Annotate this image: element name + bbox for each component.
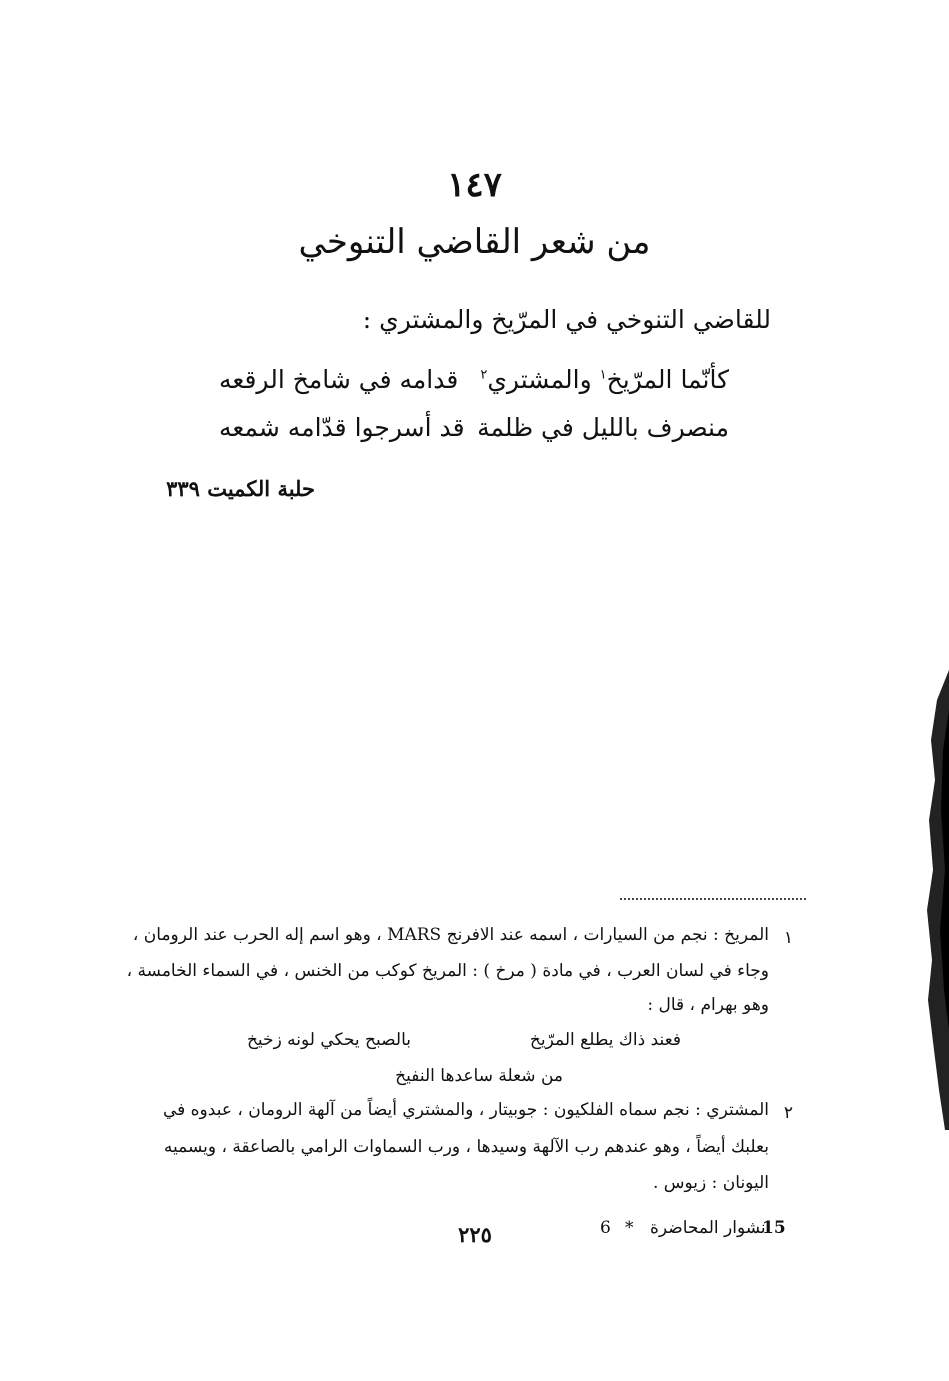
footnote-1-verse-2: من شعلة ساعدها النفيخ [395, 1066, 563, 1086]
verse-1-first-hemistich: كأنّما المرّيخ$^١$ والمشتري$^٢$ [480, 365, 729, 394]
footer-volume: 6 [600, 1218, 611, 1238]
footnote-2-line-1: المشتري : نجم سماه الفلكيون : جوبيتار ، والمشتري أيضاً من آلهة الرومان ، عبدوه في [162, 1100, 769, 1120]
footnote-2-line-2: بعلبك أيضاً ، وهو عندهم رب الآلهة وسيدها ، ورب السماوات الرامي بالصاعقة ، ويسميه [163, 1137, 769, 1157]
footer-star: * [625, 1218, 634, 1238]
poem-verse-1 [219, 365, 729, 394]
footnote-divider [620, 898, 806, 900]
footnote-2-line-3: اليونان : زيوس . [652, 1173, 769, 1193]
footnote-1-line-1: المريخ : نجم من السيارات ، اسمه عند الافرنج MARS ، وهو اسم إله الحرب عند الرومان ، [132, 925, 769, 945]
footnote-1-number: ١ [783, 928, 793, 948]
footnote-marker-2: ٢ [480, 367, 488, 383]
footer-book-title: نشوار المحاضرة [650, 1218, 766, 1238]
footnote-marker-1: ١ [599, 367, 607, 383]
verse-1-second-hemistich: قدامه في شامخ الرقعه [219, 365, 459, 394]
section-heading: من شعر القاضي التنوخي [298, 222, 651, 262]
poem-verse-2 [219, 413, 729, 442]
verse-2-first-hemistich: منصرف بالليل في ظلمة [477, 413, 729, 442]
footnote-2-number: ٢ [783, 1103, 793, 1123]
source-citation: حلبة الكميت ٣٣٩ [166, 476, 315, 501]
page-number: ٢٢٥ [458, 1222, 492, 1247]
footnote-1-verse-1-second: بالصبح يحكي لونه زخيخ [246, 1030, 411, 1050]
footer-signature: 15 [762, 1218, 786, 1238]
intro-line: للقاضي التنوخي في المرّيخ والمشتري : [362, 305, 771, 334]
footnote-1-line-2: وجاء في لسان العرب ، في مادة ( مرخ ) : المريخ كوكب من الخنس ، في السماء الخامسة ، [126, 961, 769, 981]
footnote-1-line-3: وهو بهرام ، قال : [647, 995, 769, 1015]
verse-2-second-hemistich: قد أسرجوا قدّامه شمعه [219, 413, 465, 442]
scan-edge-artifact [919, 670, 949, 1130]
item-number: ١٤٧ [447, 165, 502, 205]
footnote-1-verse-1-first: فعند ذاك يطلع المرّيخ [529, 1030, 681, 1050]
